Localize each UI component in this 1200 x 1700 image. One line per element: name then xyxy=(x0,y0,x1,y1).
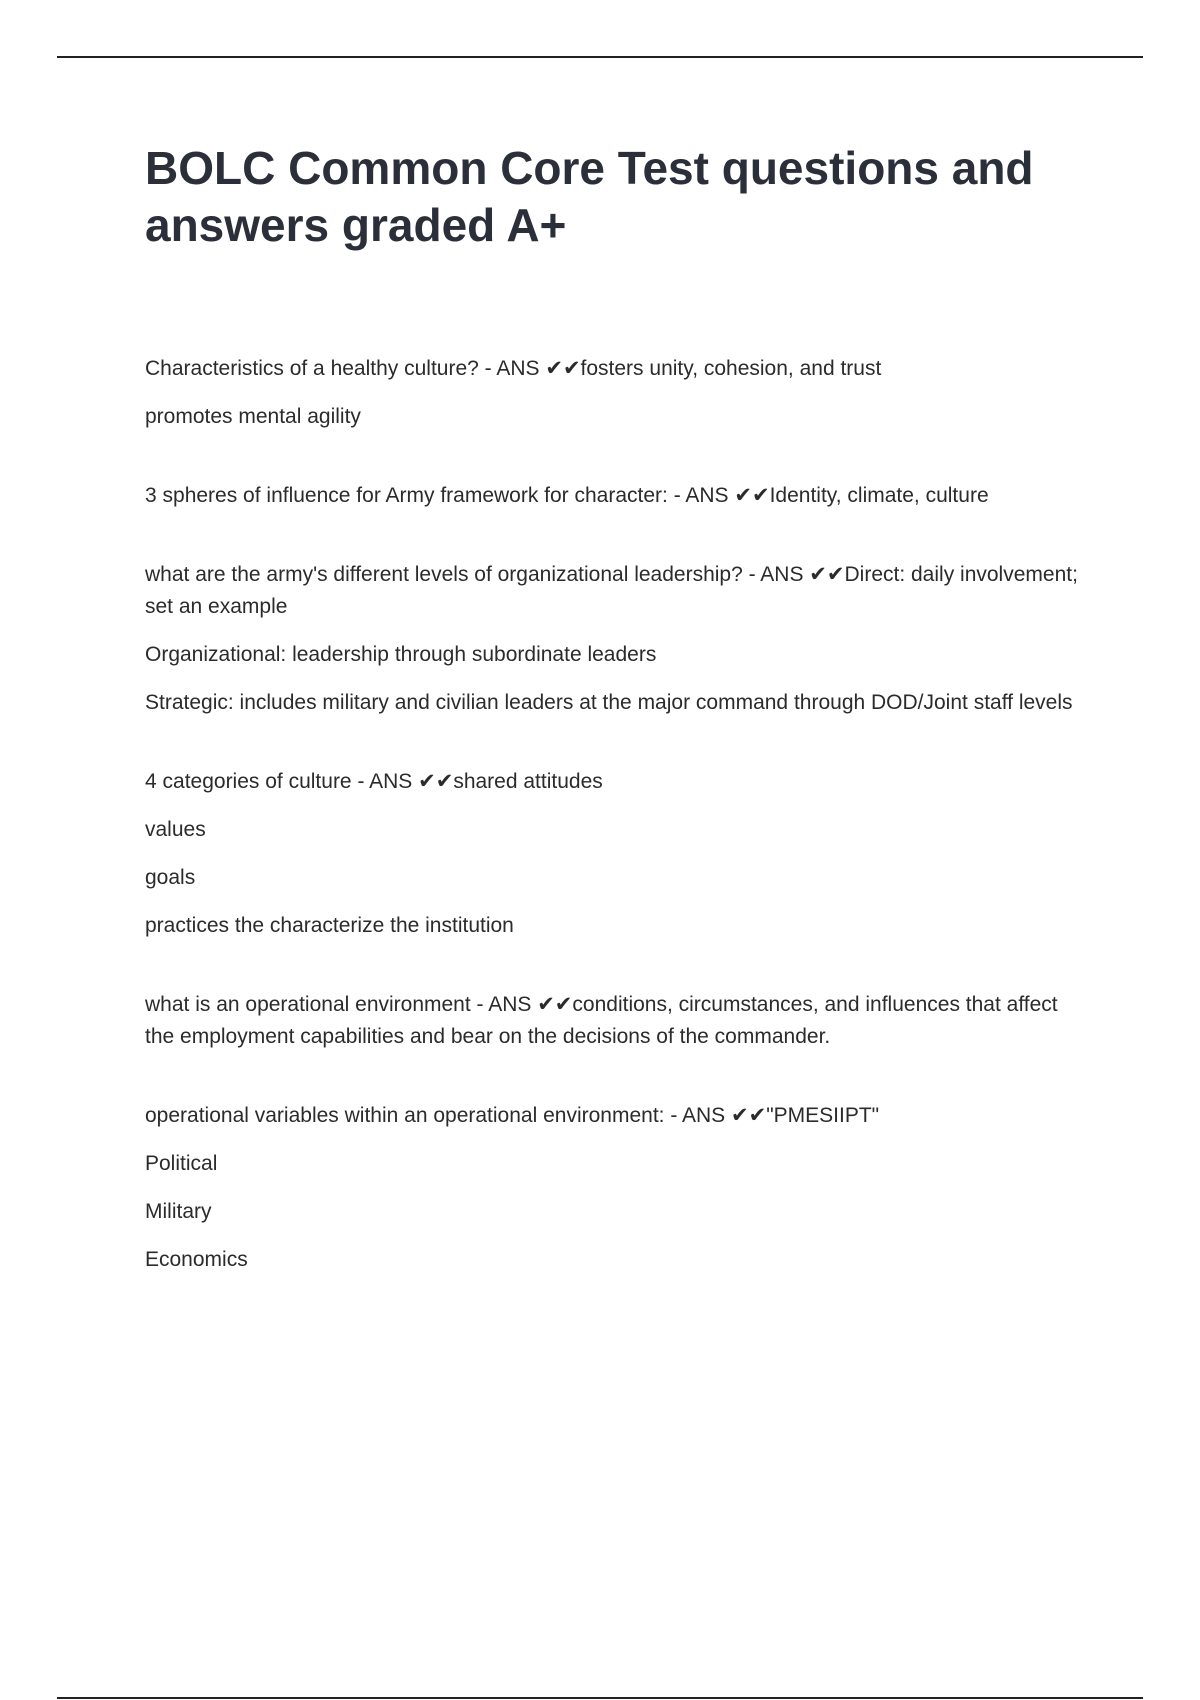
answer-line: Organizational: leadership through subordinate leaders xyxy=(145,643,657,666)
header-rule xyxy=(57,56,1143,58)
qa-item xyxy=(145,480,1080,512)
qa-list xyxy=(145,353,1080,1276)
footer-rule xyxy=(57,1697,1143,1699)
answer-line: Political xyxy=(145,1152,218,1175)
answer-line: Military xyxy=(145,1200,212,1223)
qa-item xyxy=(145,559,1080,719)
answer-line: goals xyxy=(145,866,196,889)
question-line: what are the army's different levels of organizational leadership? - ANS ✔✔Direct: daily involvement; set an example xyxy=(145,563,1078,618)
answer-line: Economics xyxy=(145,1248,248,1271)
qa-item xyxy=(145,766,1080,942)
question-line: Characteristics of a healthy culture? - ANS ✔✔fosters unity, cohesion, and trust xyxy=(145,357,882,380)
qa-item xyxy=(145,353,1080,433)
answer-line: practices the characterize the institution xyxy=(145,914,514,937)
answer-line: promotes mental agility xyxy=(145,405,361,428)
question-line: 3 spheres of influence for Army framework for character: - ANS ✔✔Identity, climate, culture xyxy=(145,484,989,507)
answer-line: Strategic: includes military and civilian leaders at the major command through DOD/Joint staff levels xyxy=(145,691,1073,714)
qa-item xyxy=(145,989,1080,1053)
question-line: operational variables within an operational environment: - ANS ✔✔"PMESIIPT" xyxy=(145,1104,880,1127)
document-title: BOLC Common Core Test questions and answers graded A+ xyxy=(145,142,1034,251)
question-line: what is an operational environment - ANS ✔✔conditions, circumstances, and influences that affect the employment capabilities and bear on the decisions of the commander. xyxy=(145,993,1058,1048)
document-body xyxy=(145,140,1080,1323)
question-line: 4 categories of culture - ANS ✔✔shared attitudes xyxy=(145,770,603,793)
answer-line: values xyxy=(145,818,206,841)
qa-item xyxy=(145,1100,1080,1276)
